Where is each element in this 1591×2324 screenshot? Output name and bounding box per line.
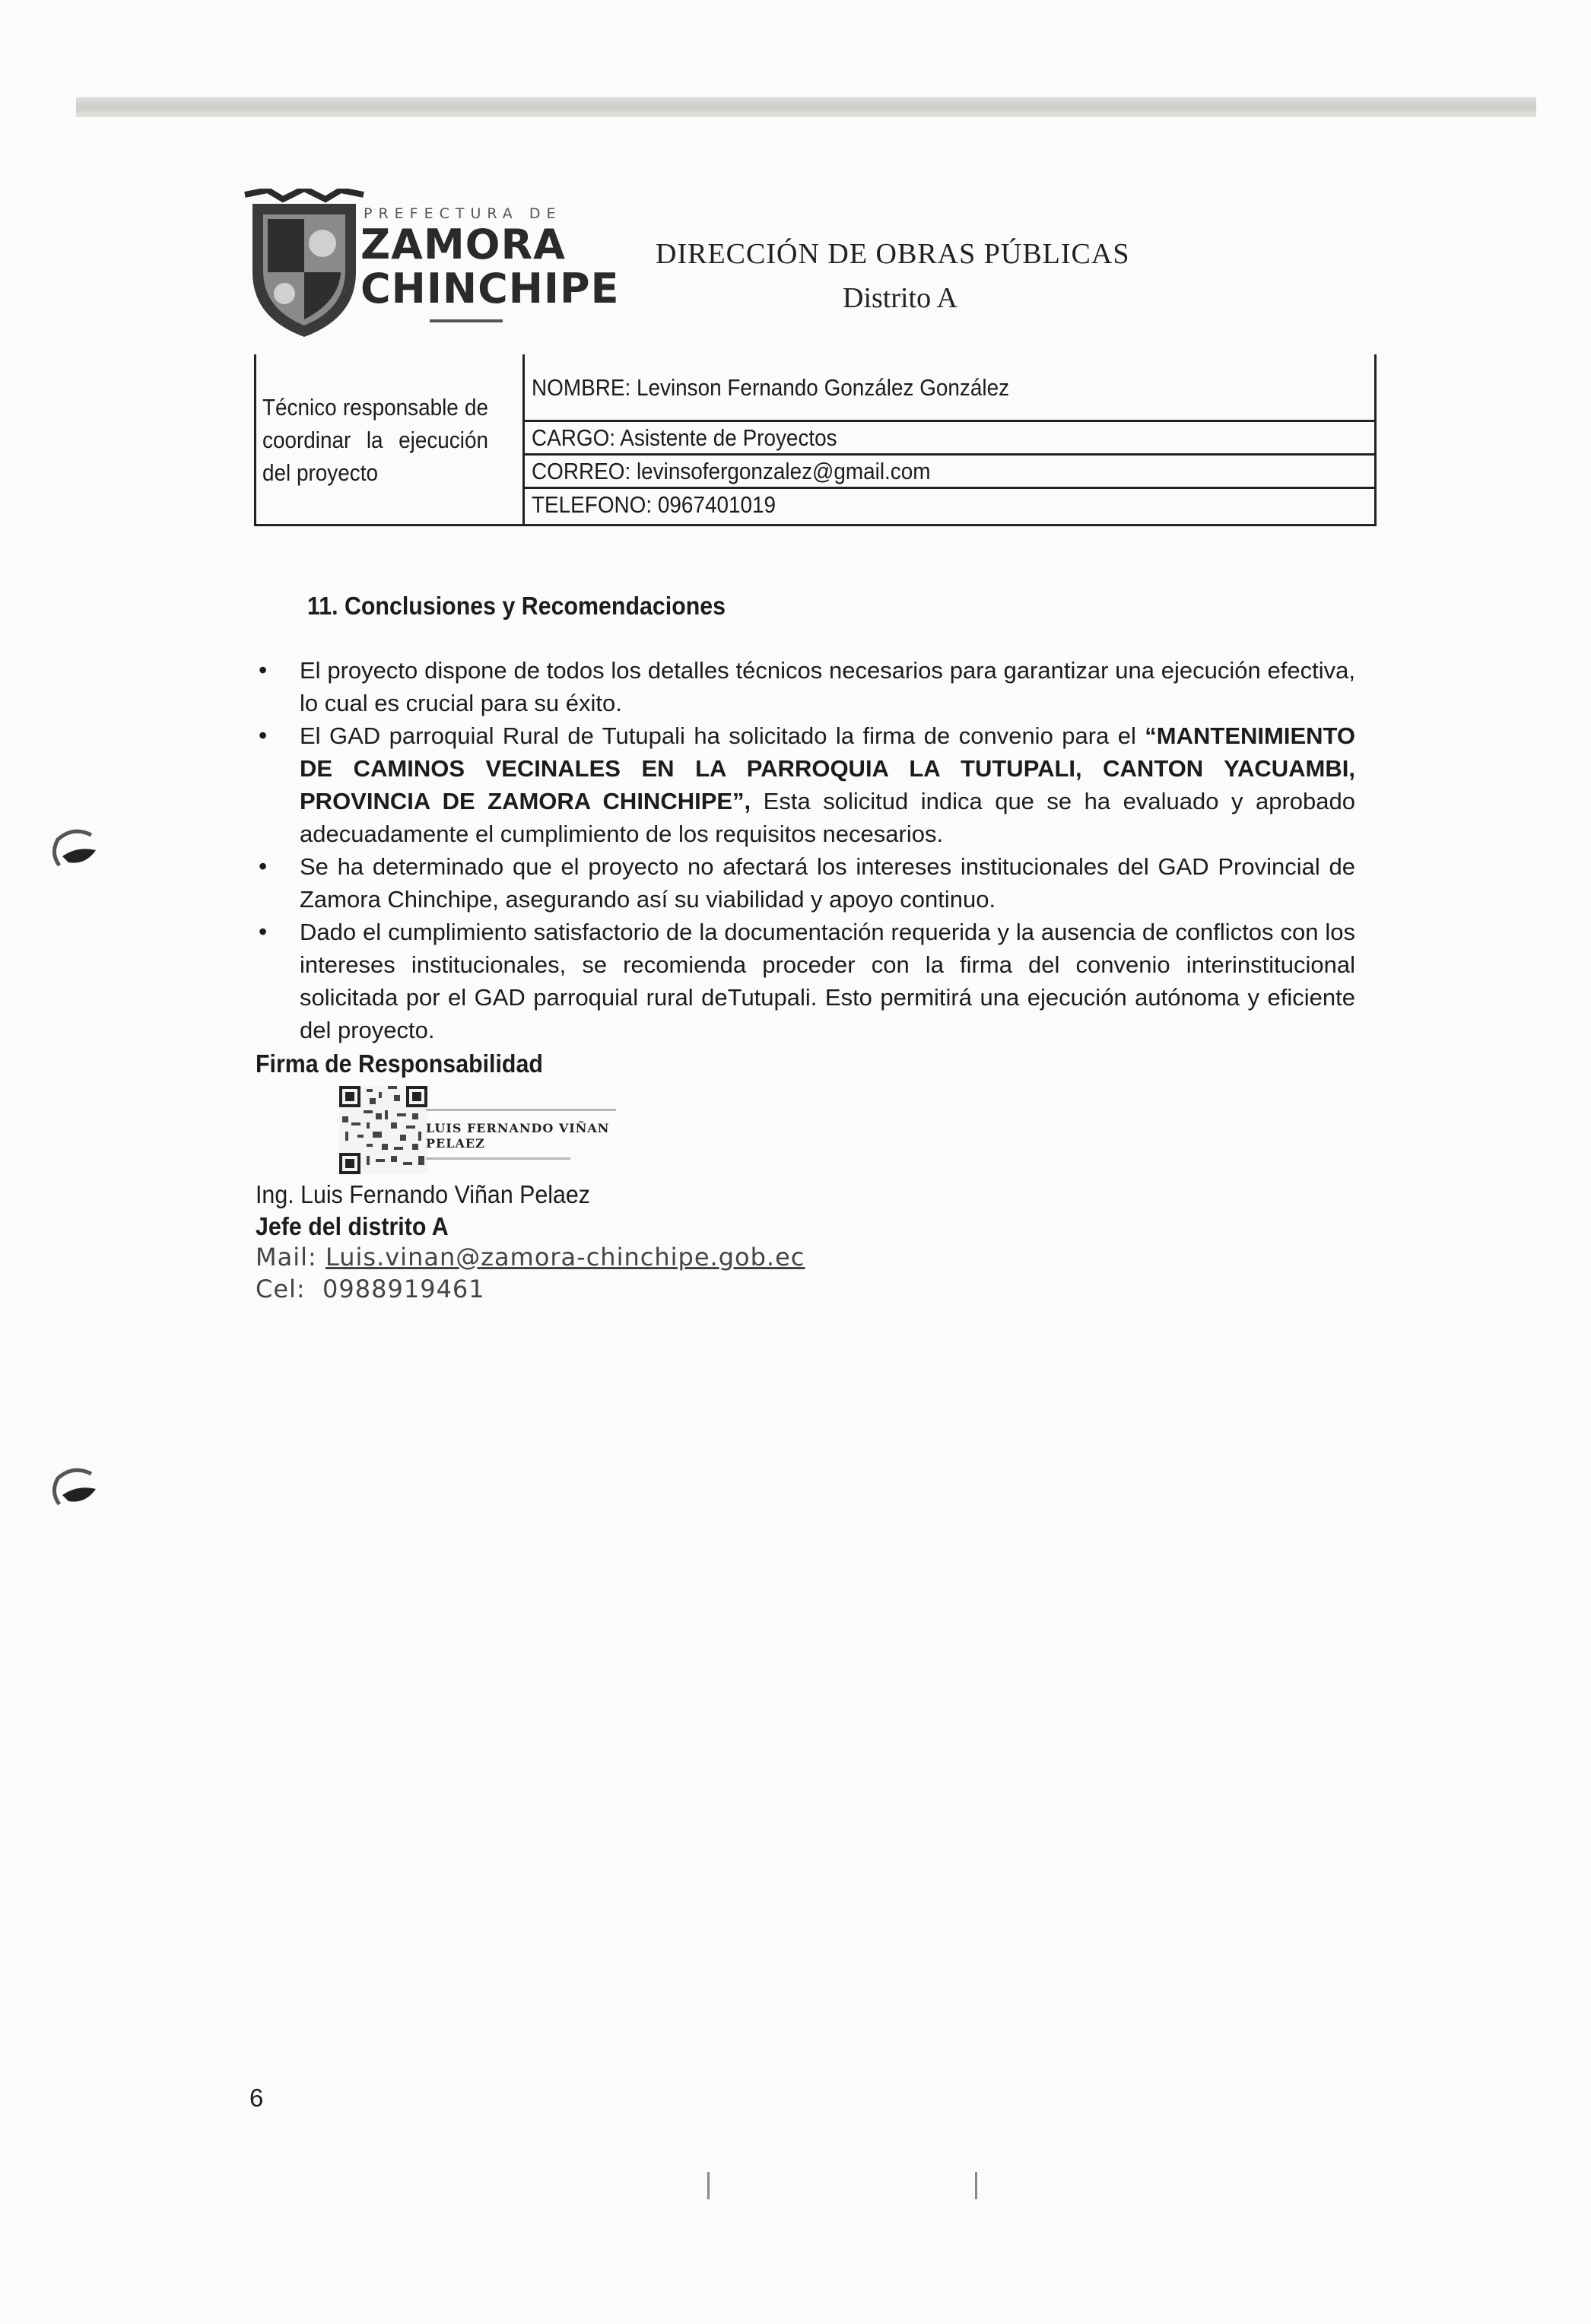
signer-email-line bbox=[256, 1243, 805, 1272]
punch-hole-mark bbox=[47, 1462, 100, 1515]
responsible-name: NOMBRE: Levinson Fernando González González bbox=[532, 374, 1010, 401]
responsible-position: CARGO: Asistente de Proyectos bbox=[532, 424, 837, 451]
footer-separator bbox=[975, 2172, 977, 2199]
bullet-text: • El proyecto dispone de todos los detalles técnicos necesarios para garantizar una ejecución efectiva, lo cual es crucial para su éxito. bbox=[300, 657, 1355, 716]
signature-qr-code bbox=[339, 1086, 427, 1174]
phone-label: Cel: bbox=[256, 1275, 306, 1303]
district-subtitle: Distrito A bbox=[843, 282, 957, 314]
scan-shadow-bar bbox=[76, 97, 1536, 117]
digital-signature-name-line2: PELAEZ bbox=[426, 1136, 485, 1151]
footer-separator bbox=[707, 2172, 710, 2199]
table-row-divider bbox=[522, 420, 1374, 422]
signer-phone-line bbox=[256, 1275, 485, 1303]
stamp-faint-text bbox=[426, 1157, 570, 1160]
brand-prefix: PREFECTURA DE bbox=[364, 205, 562, 222]
table-column-divider bbox=[522, 354, 525, 524]
stamp-faint-text bbox=[426, 1109, 616, 1111]
signature-heading: Firma de Responsabilidad bbox=[256, 1049, 543, 1078]
signer-phone: 0988919461 bbox=[322, 1275, 485, 1303]
list-item bbox=[256, 719, 1355, 850]
list-item bbox=[256, 654, 1355, 719]
digital-signature-name-line1: LUIS FERNANDO VIÑAN bbox=[426, 1121, 610, 1135]
signer-name: Ing. Luis Fernando Viñan Pelaez bbox=[256, 1180, 590, 1208]
bullet-text-outro: Esta solicitud indica que se ha evaluado y aprobado adecuadamente el cumplimiento de los requisitos necesarios. bbox=[300, 788, 1355, 847]
bullet-text bbox=[300, 719, 1355, 850]
bullet-text: • Se ha determinado que el proyecto no afectará los intereses institucionales del GAD Provincial de Zamora Chinchipe, asegurando así su viabilidad y apoyo continuo. bbox=[300, 853, 1355, 913]
table-row-divider bbox=[522, 487, 1374, 489]
responsible-email: CORREO: levinsofergonzalez@gmail.com bbox=[532, 458, 931, 484]
department-title: DIRECCIÓN DE OBRAS PÚBLICAS bbox=[656, 238, 1130, 270]
punch-hole-mark bbox=[47, 823, 100, 876]
responsible-technician-table bbox=[254, 354, 1377, 526]
page-number: 6 bbox=[249, 2084, 264, 2112]
brand-name-line2: CHINCHIPE bbox=[360, 265, 620, 313]
brand-underline bbox=[430, 319, 503, 322]
bullet-text: • Dado el cumplimiento satisfactorio de la documentación requerida y la ausencia de conflictos con los intereses institucionales, se recomienda proceder con la firma del convenio interinstitucional solicitada por el GAD parroquial rural deTutupali. Esto permitirá una ejecución autónoma y eficiente del proyecto. bbox=[300, 919, 1355, 1043]
email-label: Mail: bbox=[256, 1243, 317, 1272]
prefectura-crest-logo bbox=[237, 189, 371, 341]
brand-name-line1: ZAMORA bbox=[360, 221, 566, 268]
section-heading: 11. Conclusiones y Recomendaciones bbox=[307, 592, 726, 620]
signer-email-link[interactable]: Luis.vinan@zamora-chinchipe.gob.ec bbox=[325, 1243, 805, 1272]
signer-role: Jefe del distrito A bbox=[256, 1212, 449, 1240]
table-row-divider bbox=[522, 453, 1374, 456]
responsible-role-label: Técnico responsable de coordinar la ejecución del proyecto bbox=[262, 394, 488, 486]
list-item bbox=[256, 916, 1355, 1046]
bullet-text-intro: El GAD parroquial Rural de Tutupali ha solicitado la firma de convenio para el bbox=[300, 722, 1145, 749]
project-name-bold: “MANTENIMIENTO DE CAMINOS VECINALES EN LA PARROQUIA LA TUTUPALI, CANTON YACUAMBI, PROVINCIA DE ZAMORA CHINCHIPE”, bbox=[300, 722, 1355, 814]
responsible-phone: TELEFONO: 0967401019 bbox=[532, 491, 776, 518]
conclusions-list bbox=[256, 654, 1355, 1046]
list-item bbox=[256, 850, 1355, 916]
